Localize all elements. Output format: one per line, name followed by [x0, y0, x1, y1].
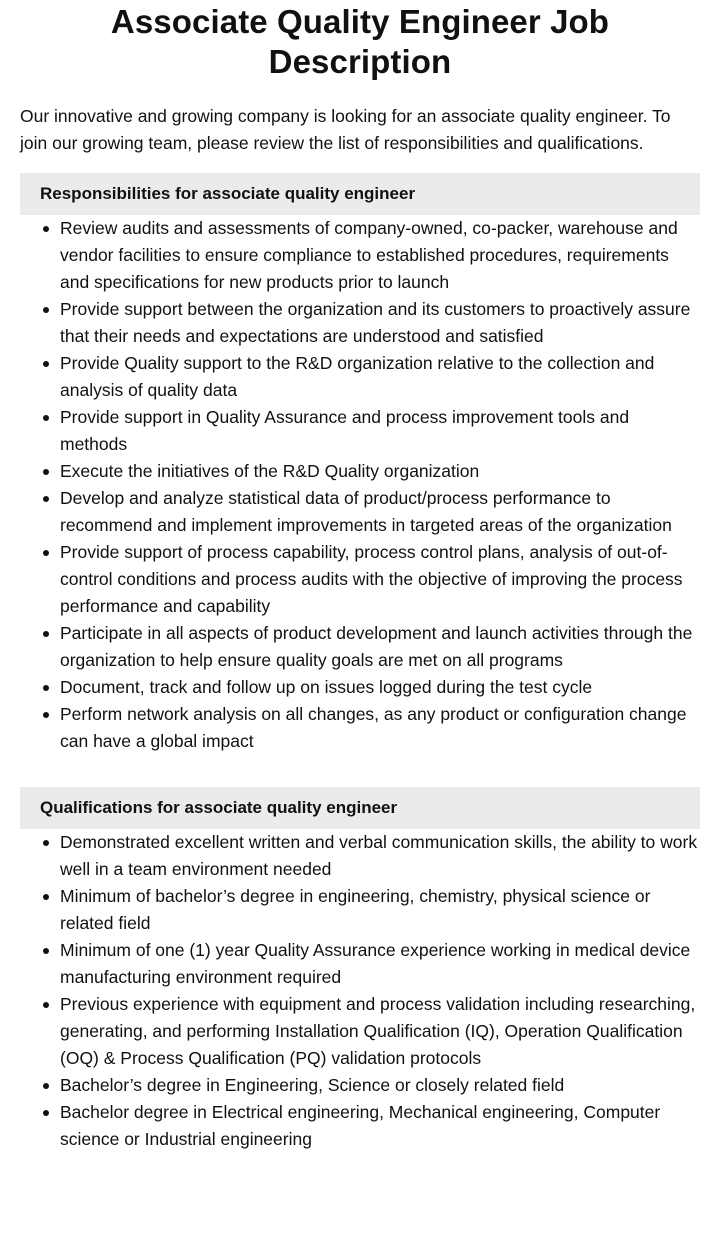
page-title: Associate Quality Engineer Job Description: [110, 3, 610, 80]
responsibility-item: Document, track and follow up on issues logged during the test cycle: [60, 674, 700, 701]
responsibilities-list: [20, 215, 700, 755]
responsibility-item: Perform network analysis on all changes, as any product or configuration change can have a global impact: [60, 701, 700, 755]
qualifications-list: [20, 829, 700, 1153]
qualifications-heading: Qualifications for associate quality engineer: [40, 798, 398, 817]
responsibility-item: Provide support of process capability, process control plans, analysis of out-of-control conditions and process audits with the objective of improving the process performance and capability: [60, 539, 700, 620]
responsibilities-header: [20, 173, 700, 215]
qualification-item: Minimum of bachelor’s degree in engineering, chemistry, physical science or related field: [60, 883, 700, 937]
responsibility-item: Review audits and assessments of company-owned, co-packer, warehouse and vendor facilities to ensure compliance to established procedures, requirements and specifications for new products prior to launch: [60, 215, 700, 296]
responsibility-item: Execute the initiatives of the R&D Quality organization: [60, 458, 700, 485]
qualifications-header: [20, 787, 700, 829]
responsibilities-heading: Responsibilities for associate quality engineer: [40, 184, 416, 203]
qualification-item: Bachelor degree in Electrical engineering, Mechanical engineering, Computer science or Industrial engineering: [60, 1099, 700, 1153]
responsibility-item: Develop and analyze statistical data of product/process performance to recommend and implement improvements in targeted areas of the organization: [60, 485, 700, 539]
qualification-item: Bachelor’s degree in Engineering, Science or closely related field: [60, 1072, 700, 1099]
intro-paragraph: Our innovative and growing company is looking for an associate quality engineer. To join our growing team, please review the list of responsibilities and qualifications.: [20, 106, 671, 153]
qualification-item: Minimum of one (1) year Quality Assurance experience working in medical device manufacturing environment required: [60, 937, 700, 991]
responsibility-item: Provide Quality support to the R&D organization relative to the collection and analysis of quality data: [60, 350, 700, 404]
qualification-item: Previous experience with equipment and process validation including researching, generating, and performing Installation Qualification (IQ), Operation Qualification (OQ) & Process Qualification (PQ) validation protocols: [60, 991, 700, 1072]
qualification-item: Demonstrated excellent written and verbal communication skills, the ability to work well in a team environment needed: [60, 829, 700, 883]
responsibility-item: Provide support in Quality Assurance and process improvement tools and methods: [60, 404, 700, 458]
responsibility-item: Provide support between the organization and its customers to proactively assure that their needs and expectations are understood and satisfied: [60, 296, 700, 350]
responsibility-item: Participate in all aspects of product development and launch activities through the organization to help ensure quality goals are met on all programs: [60, 620, 700, 674]
